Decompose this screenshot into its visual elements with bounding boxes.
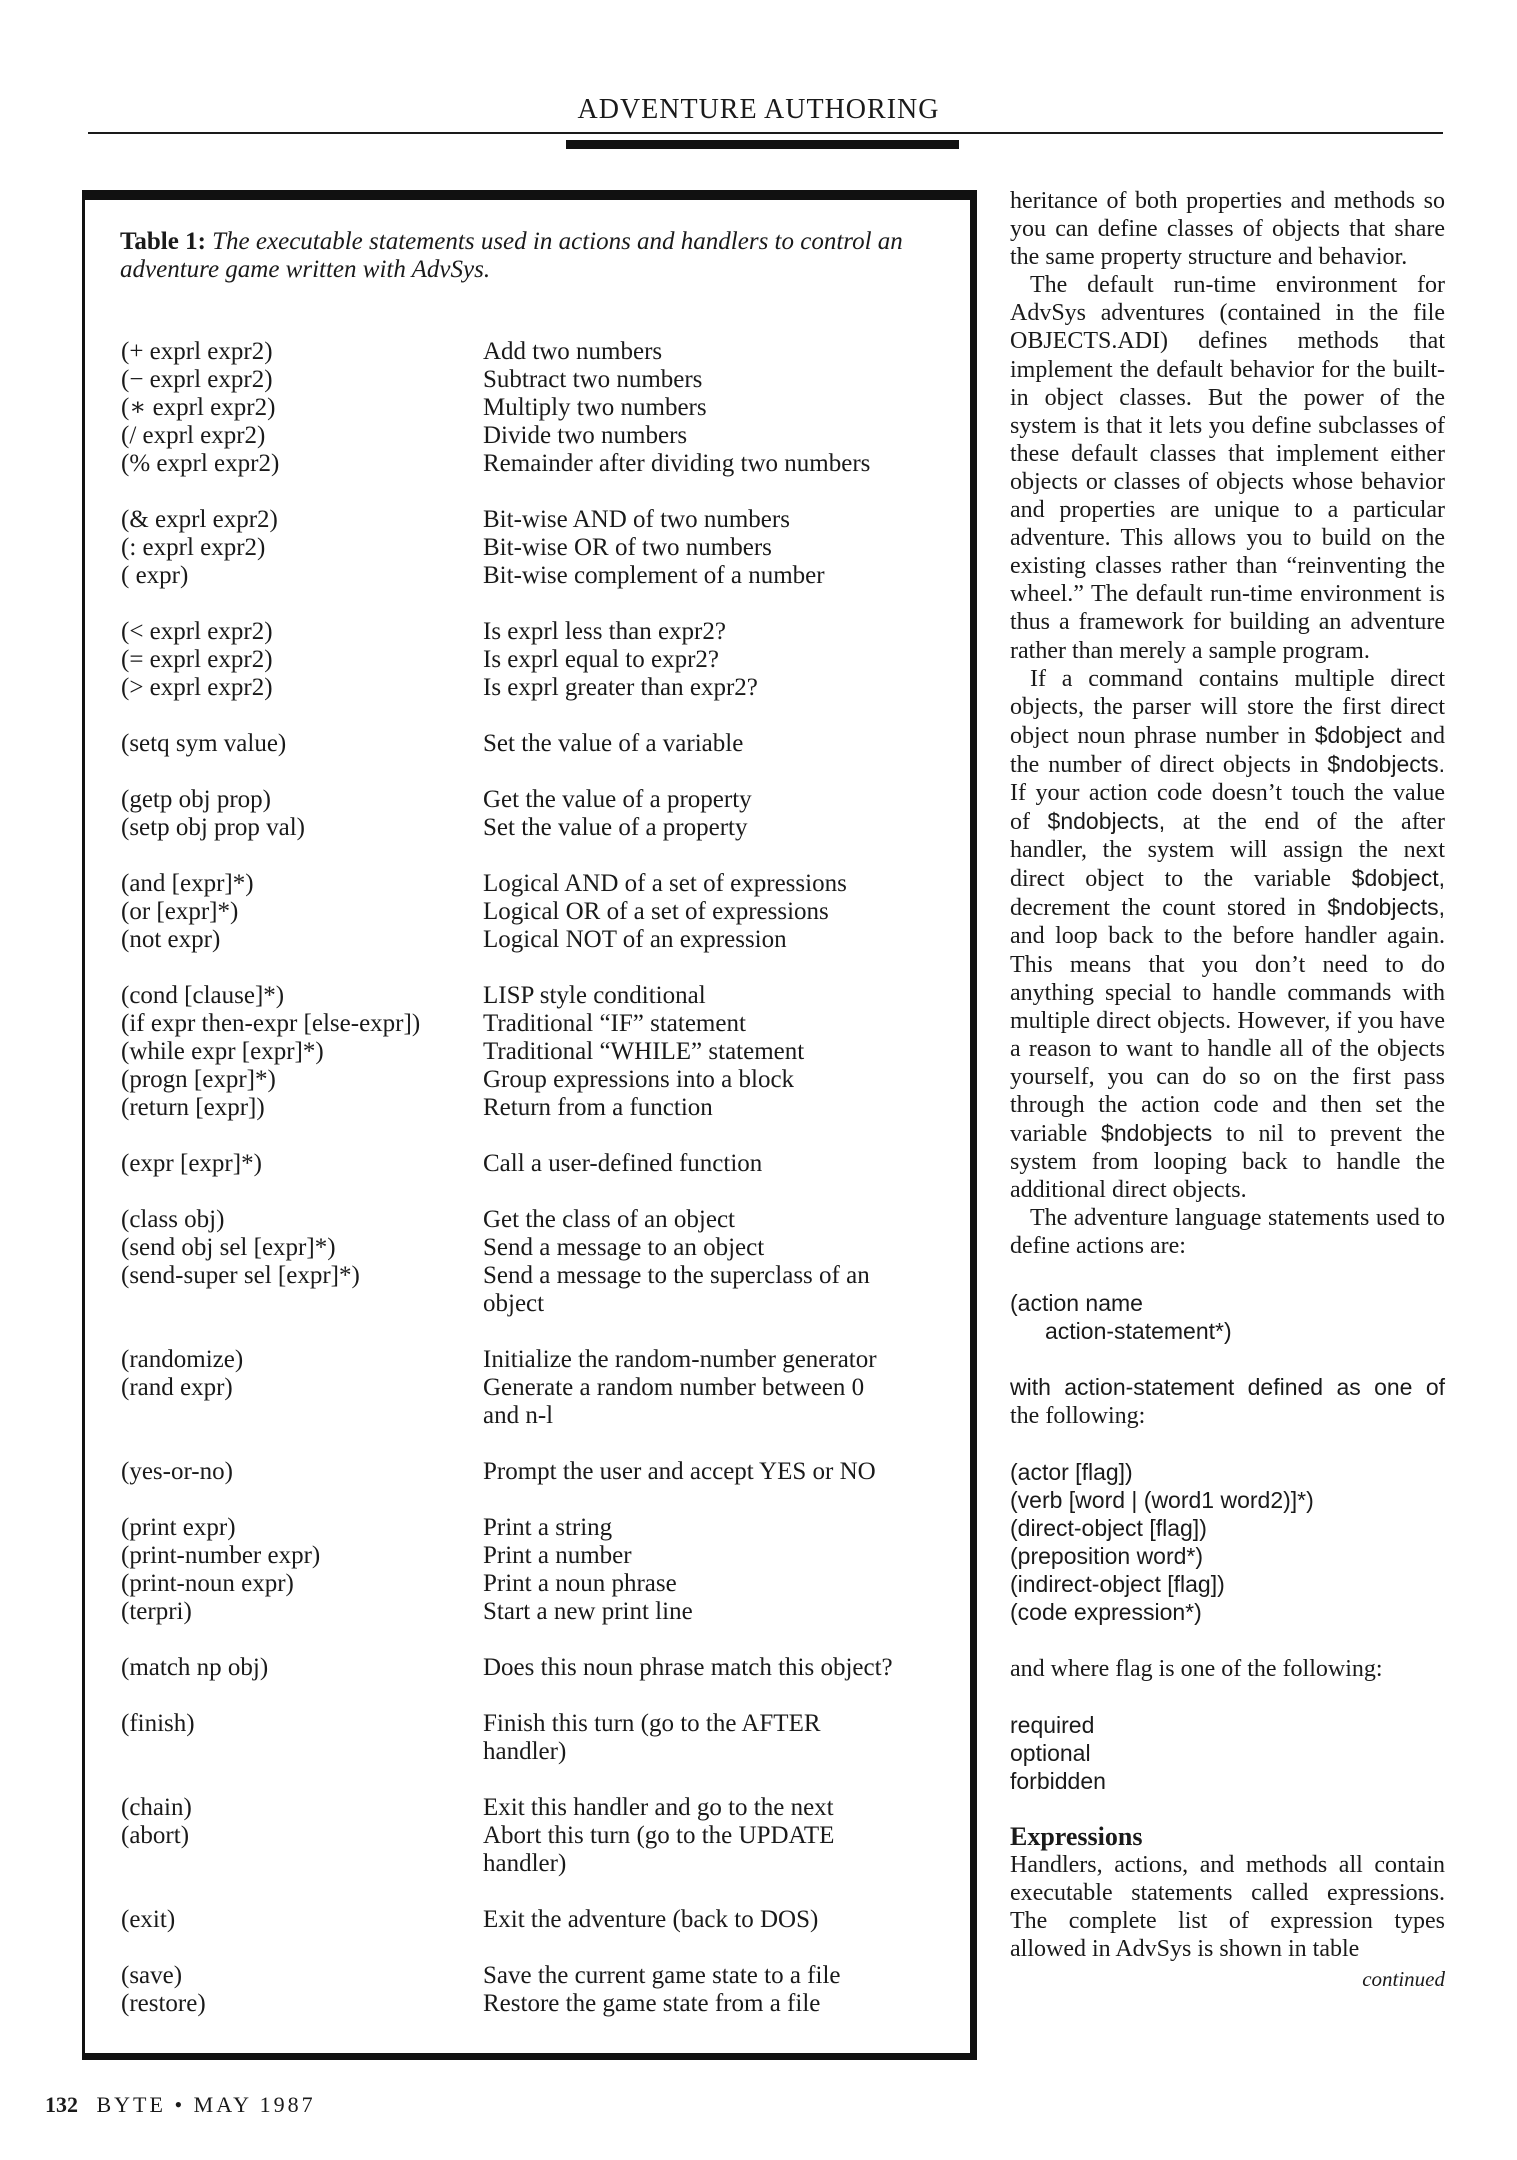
description-line: Subtract two numbers	[483, 366, 703, 393]
statement-syntax	[121, 1654, 483, 1682]
syntax-line: (while expr [expr]*)	[121, 1038, 324, 1065]
ndobjects-var: $ndobjects.	[1327, 750, 1446, 777]
table-entries	[121, 338, 951, 2046]
paragraph-6: and where flag is one of the following:	[1010, 1655, 1383, 1682]
syntax-line: (abort)	[121, 1822, 190, 1849]
statement-syntax	[121, 506, 483, 590]
description-line: Multiply two numbers	[483, 394, 707, 421]
statement-syntax	[121, 1458, 483, 1486]
description-line: Generate a random number between 0	[483, 1374, 865, 1401]
syntax-line: (return [expr])	[121, 1094, 265, 1121]
table-row	[121, 1458, 951, 1486]
statement-description	[483, 1794, 951, 1878]
statement-description	[483, 1654, 951, 1682]
description-line: handler)	[483, 1738, 567, 1765]
description-line: Logical NOT of an expression	[483, 926, 787, 953]
table-row	[121, 618, 951, 702]
paragraph-4: The adventure language statements used to define actions are:	[1010, 1205, 1445, 1260]
statement-syntax	[121, 1794, 483, 1878]
syntax-line: (− exprl expr2)	[121, 366, 273, 393]
code-line: (preposition word*)	[1010, 1543, 1204, 1570]
statement-syntax	[121, 1150, 483, 1178]
description-line: Bit-wise OR of two numbers	[483, 534, 772, 561]
syntax-line: (getp obj prop)	[121, 786, 271, 813]
ndobjects-var: $ndobjects	[1101, 1120, 1213, 1147]
description-line: Send a message to an object	[483, 1234, 765, 1261]
description-line: Bit-wise complement of a number	[483, 562, 825, 589]
code-line: optional	[1010, 1739, 1091, 1766]
table-row	[121, 1206, 951, 1318]
syntax-line: (progn [expr]*)	[121, 1066, 276, 1093]
syntax-line: (class obj)	[121, 1206, 225, 1233]
statement-description	[483, 1710, 951, 1766]
description-line: Return from a function	[483, 1094, 713, 1121]
statement-syntax	[121, 1514, 483, 1626]
statement-syntax	[121, 618, 483, 702]
syntax-line: ( expr)	[121, 562, 189, 589]
paragraph-2: The default run-time environment for AdvSys adventures (contained in the file OBJECTS.ADI) defines methods that implement the default behavior for the built-in object classes. But the power of the system is that it lets you define subclasses of these default classes that implement either objects or classes of objects whose behavior and properties are unique to a particular adventure. This allows you to build on the existing classes rather than “reinventing the wheel.” The default run-time environment is thus a framework for building an adventure rather than merely a sample program.	[1010, 272, 1445, 664]
code-line: (code expression*)	[1010, 1599, 1202, 1626]
table-row	[121, 1346, 951, 1430]
description-line: Logical OR of a set of expressions	[483, 898, 829, 925]
syntax-line: (print expr)	[121, 1514, 236, 1541]
table-row	[121, 1962, 951, 2018]
statement-syntax	[121, 1346, 483, 1430]
description-line: Remainder after dividing two numbers	[483, 450, 871, 477]
description-line: Send a message to the superclass of an	[483, 1262, 870, 1289]
syntax-line: (restore)	[121, 1990, 206, 2017]
description-line: Is exprl less than expr2?	[483, 618, 726, 645]
syntax-line: (exit)	[121, 1906, 176, 1933]
syntax-line: (& exprl expr2)	[121, 506, 278, 533]
syntax-line: (send-super sel [expr]*)	[121, 1262, 360, 1289]
syntax-line: (if expr then-expr [else-expr])	[121, 1010, 421, 1037]
code-line: (direct-object [flag])	[1010, 1515, 1207, 1542]
table-row	[121, 1794, 951, 1878]
description-line: Start a new print line	[483, 1598, 693, 1625]
syntax-line: (terpri)	[121, 1598, 192, 1625]
statement-syntax	[121, 338, 483, 478]
p3-text-g: to nil to prevent the system from looping back to handle the additional direct objects.	[1010, 1121, 1445, 1204]
description-line: Is exprl greater than expr2?	[483, 674, 758, 701]
syntax-line: (finish)	[121, 1710, 195, 1737]
statement-description	[483, 786, 951, 842]
body-column	[1010, 187, 1445, 1993]
table-caption	[120, 228, 940, 284]
syntax-line: (: exprl expr2)	[121, 534, 266, 561]
p3-text-f: and loop back to the before handler again. This means that you don’t need to do anything special to handle commands with multiple direct objects. However, if you have a reason to want to handle all of the objects yourself, you can do so on the first pass through the action code and then set the variable	[1010, 923, 1445, 1148]
statement-description	[483, 1514, 951, 1626]
description-line: Divide two numbers	[483, 422, 688, 449]
p3-text-b: and the number of direct objects in	[1010, 722, 1445, 778]
table-row	[121, 338, 951, 478]
p3-text-e: decrement the count stored in	[1010, 895, 1316, 922]
continued-note: continued	[1362, 1967, 1445, 1992]
syntax-line: (% exprl expr2)	[121, 450, 280, 477]
table-row	[121, 786, 951, 842]
description-line: Get the value of a property	[483, 786, 752, 813]
p5-text-b: the following:	[1010, 1402, 1146, 1429]
description-line: handler)	[483, 1850, 567, 1877]
syntax-line: (rand expr)	[121, 1374, 233, 1401]
code-line: (indirect-object [flag])	[1010, 1571, 1225, 1598]
dobject-var: $dobject	[1314, 721, 1402, 748]
syntax-line: (> exprl expr2)	[121, 674, 273, 701]
description-line: Set the value of a variable	[483, 730, 744, 757]
description-line: LISP style conditional	[483, 982, 706, 1009]
description-line: Does this noun phrase match this object?	[483, 1654, 893, 1681]
description-line: Abort this turn (go to the UPDATE	[483, 1822, 835, 1849]
description-line: Exit this handler and go to the next	[483, 1794, 834, 1821]
statement-description	[483, 506, 951, 590]
description-line: Finish this turn (go to the AFTER	[483, 1710, 821, 1737]
syntax-line: (not expr)	[121, 926, 221, 953]
statement-syntax-block	[1010, 1458, 1445, 1627]
statement-description	[483, 1346, 951, 1430]
paragraph-5	[1010, 1373, 1445, 1430]
page-footer	[45, 2092, 316, 2118]
description-line: Bit-wise AND of two numbers	[483, 506, 790, 533]
statement-syntax	[121, 1906, 483, 1934]
ndobjects-var: $ndobjects,	[1327, 894, 1446, 921]
table-row	[121, 982, 951, 1122]
magazine-issue: BYTE • MAY 1987	[96, 2092, 316, 2117]
syntax-line: (cond [clause]*)	[121, 982, 285, 1009]
description-line: Save the current game state to a file	[483, 1962, 841, 1989]
description-line: Call a user-defined function	[483, 1150, 763, 1177]
section-heading: Expressions	[1010, 1821, 1143, 1851]
syntax-line: (randomize)	[121, 1346, 244, 1373]
running-head: ADVENTURE AUTHORING	[577, 94, 940, 125]
statement-description	[483, 338, 951, 478]
code-line: action-statement*)	[1045, 1317, 1232, 1344]
paragraph-3	[1010, 665, 1445, 1205]
paragraph-7: Handlers, actions, and methods all contain executable statements called expressions. The complete list of expression types allowed in AdvSys is shown in table	[1010, 1851, 1445, 1963]
table-caption-text: The executable statements used in actions and handlers to control an adventure game written with AdvSys.	[120, 228, 903, 283]
header-bar	[566, 140, 959, 149]
code-line: forbidden	[1010, 1767, 1106, 1794]
description-line: Initialize the random-number generator	[483, 1346, 877, 1373]
description-line: Restore the game state from a file	[483, 1990, 821, 2017]
syntax-line: (save)	[121, 1962, 183, 1989]
description-line: Is exprl equal to expr2?	[483, 646, 720, 673]
statement-description	[483, 1206, 951, 1318]
code-line: (verb [word | (word1 word2)]*)	[1010, 1487, 1314, 1514]
code-line: required	[1010, 1711, 1095, 1738]
description-line: object	[483, 1290, 545, 1317]
statement-description	[483, 1150, 951, 1178]
description-line: Traditional “WHILE” statement	[483, 1038, 805, 1065]
statement-syntax	[121, 982, 483, 1122]
statement-syntax	[121, 1206, 483, 1318]
syntax-line: (< exprl expr2)	[121, 618, 273, 645]
description-line: Traditional “IF” statement	[483, 1010, 746, 1037]
statement-description	[483, 1458, 951, 1486]
description-line: Get the class of an object	[483, 1206, 735, 1233]
description-line: Set the value of a property	[483, 814, 748, 841]
syntax-line: (send obj sel [expr]*)	[121, 1234, 336, 1261]
syntax-line: (or [expr]*)	[121, 898, 239, 925]
syntax-line: (chain)	[121, 1794, 192, 1821]
statement-description	[483, 730, 951, 758]
action-syntax-block	[1010, 1289, 1445, 1345]
statement-syntax	[121, 730, 483, 758]
code-line: (actor [flag])	[1010, 1458, 1133, 1485]
statement-description	[483, 1962, 951, 2018]
syntax-line: (+ exprl expr2)	[121, 338, 273, 365]
code-line: (action name	[1010, 1289, 1143, 1316]
description-line: and n-l	[483, 1402, 554, 1429]
description-line: Print a string	[483, 1514, 613, 1541]
table-row	[121, 1654, 951, 1682]
statement-syntax	[121, 1962, 483, 2018]
paragraph-1: heritance of both properties and methods so you can define classes of objects that share the same property structure and behavior.	[1010, 188, 1445, 271]
syntax-line: (expr [expr]*)	[121, 1150, 262, 1177]
table-caption-label: Table 1:	[120, 228, 206, 255]
description-line: Add two numbers	[483, 338, 663, 365]
syntax-line: (yes-or-no)	[121, 1458, 233, 1485]
syntax-line: (setq sym value)	[121, 730, 287, 757]
flag-block	[1010, 1711, 1445, 1795]
syntax-line: (setp obj prop val)	[121, 814, 305, 841]
description-line: Logical AND of a set of expressions	[483, 870, 847, 897]
description-line: Print a number	[483, 1542, 632, 1569]
ndobjects-var: $ndobjects,	[1047, 808, 1166, 835]
syntax-line: (= exprl expr2)	[121, 646, 273, 673]
syntax-line: (print-number expr)	[121, 1542, 321, 1569]
description-line: Print a noun phrase	[483, 1570, 677, 1597]
table-row	[121, 730, 951, 758]
description-line: Group expressions into a block	[483, 1066, 795, 1093]
syntax-line: (∗ exprl expr2)	[121, 394, 276, 421]
statement-syntax	[121, 786, 483, 842]
table-row	[121, 1514, 951, 1626]
p3-text-c: If your action code doesn’t touch the value of	[1010, 779, 1445, 836]
description-line: Exit the adventure (back to DOS)	[483, 1906, 819, 1933]
p5-text-a: with action-statement defined as one of	[1010, 1373, 1445, 1400]
p3-text-d: at the end of the after handler, the system will assign the next direct object to the variable	[1010, 809, 1446, 893]
statement-syntax	[121, 870, 483, 954]
page-number: 132	[45, 2092, 78, 2117]
syntax-line: (/ exprl expr2)	[121, 422, 266, 449]
statement-description	[483, 618, 951, 702]
table-row	[121, 506, 951, 590]
table-row	[121, 1150, 951, 1178]
statement-description	[483, 870, 951, 954]
table-row	[121, 1906, 951, 1934]
statement-description	[483, 1906, 951, 1934]
statement-syntax	[121, 1710, 483, 1766]
dobject-var: $dobject,	[1351, 865, 1446, 892]
syntax-line: (and [expr]*)	[121, 870, 254, 897]
table-1-box	[82, 190, 977, 2060]
header-rule	[88, 132, 1443, 134]
statement-description	[483, 982, 951, 1122]
table-row	[121, 870, 951, 954]
p3-text-a: If a command contains multiple direct objects, the parser will store the first direct object noun phrase number in	[1010, 665, 1445, 749]
table-row	[121, 1710, 951, 1766]
syntax-line: (match np obj)	[121, 1654, 269, 1681]
syntax-line: (print-noun expr)	[121, 1570, 294, 1597]
description-line: Prompt the user and accept YES or NO	[483, 1458, 876, 1485]
